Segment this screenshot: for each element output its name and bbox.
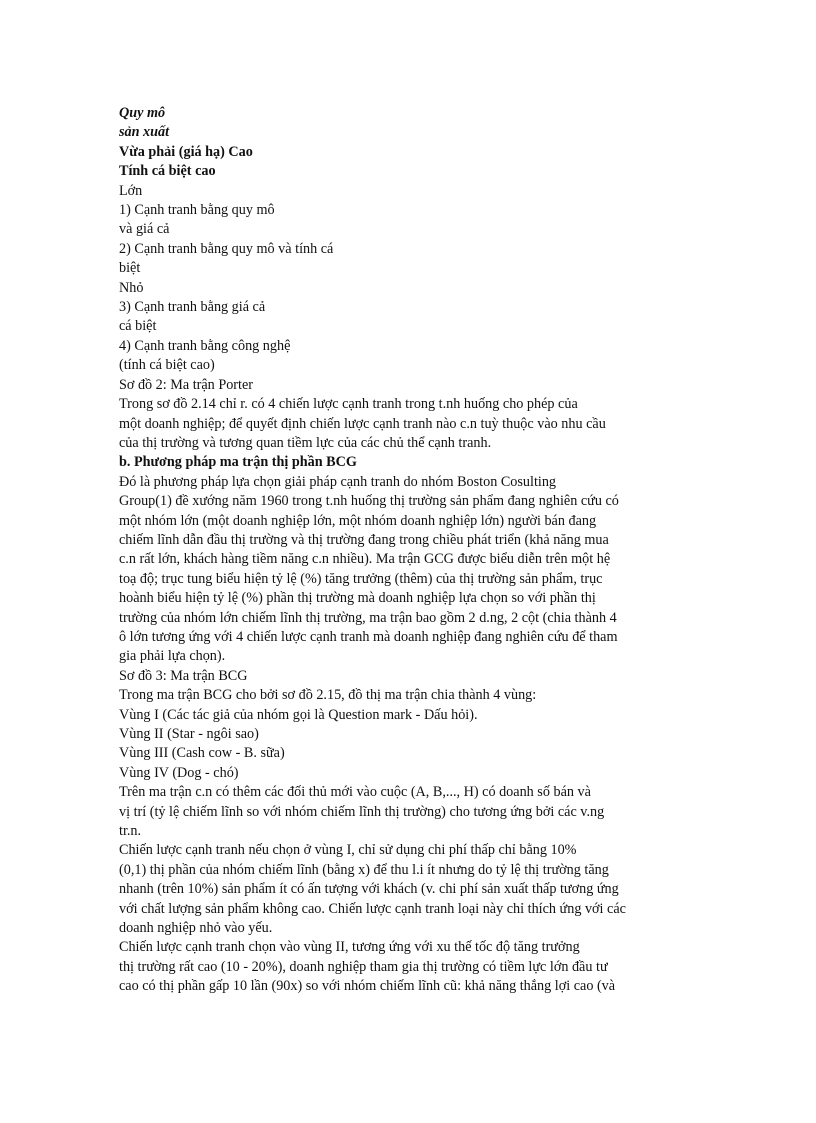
paragraph-line: một doanh nghiệp; để quyết định chiến lược cạnh tranh nào c.n tuỳ thuộc vào nhu cầu — [119, 415, 606, 432]
paragraph-line: trường của nhóm lớn chiếm lĩnh thị trường, ma trận bao gồm 2 d.ng, 2 cột (chia thành 4 — [119, 609, 617, 626]
figure-caption-porter: Sơ đồ 2: Ma trận Porter — [119, 376, 253, 393]
paragraph-line: Đó là phương pháp lựa chọn giải pháp cạnh tranh do nhóm Boston Cosulting — [119, 473, 557, 490]
paragraph-line: tr.n. — [119, 823, 142, 840]
paragraph-line: Trong sơ đồ 2.14 chỉ r. có 4 chiến lược cạnh tranh trong t.nh huống cho phép của — [119, 396, 578, 413]
paragraph-line: Chiến lược cạnh tranh nếu chọn ở vùng I, chỉ sử dụng chi phí thấp chỉ bằng 10% — [119, 842, 577, 859]
heading-scale-line1: Quy mô — [119, 105, 166, 121]
zone-item: Vùng III (Cash cow - B. sữa) — [119, 745, 285, 762]
paragraph-line: cao có thị phần gấp 10 lần (90x) so với nhóm chiếm lĩnh cũ: khả năng thắng lợi cao (và — [119, 978, 616, 995]
paragraph-line: chiếm lĩnh dẫn đầu thị trường và thị trường đang trong chiều phát triển (khả năng mua — [119, 531, 609, 548]
text-line: Nhỏ — [119, 279, 144, 296]
text-line: cá biệt — [119, 318, 157, 335]
paragraph-line: ô lớn tương ứng với 4 chiến lược cạnh tranh mà doanh nghiệp đang nghiên cứu để tham — [119, 628, 618, 645]
paragraph-line: vị trí (tỷ lệ chiếm lĩnh so với nhóm chiếm lĩnh thị trường) cho tương ứng bởi các v.ng — [119, 803, 605, 820]
heading-medium-price: Vừa phải (giá hạ) Cao — [119, 143, 253, 160]
paragraph-line: với chất lượng sản phẩm không cao. Chiến lược cạnh tranh loại này chỉ thích ứng với các — [119, 900, 626, 917]
paragraph-line: gia phải lựa chọn). — [119, 648, 226, 665]
paragraph-line: (0,1) thị phần của nhóm chiếm lĩnh (bằng x) để thu l.i ít nhưng do tỷ lệ thị trường tăng — [119, 861, 609, 878]
figure-caption-bcg: Sơ đồ 3: Ma trận BCG — [119, 667, 248, 684]
text-line: biệt — [119, 260, 141, 277]
paragraph-line: doanh nghiệp nhỏ vào yếu. — [119, 920, 273, 937]
paragraph-line: Trên ma trận c.n có thêm các đối thủ mới vào cuộc (A, B,..., H) có doanh số bán và — [119, 784, 591, 801]
text-line: 2) Cạnh tranh bằng quy mô và tính cá — [119, 240, 334, 257]
zone-item: Vùng IV (Dog - chó) — [119, 764, 239, 781]
text-line: và giá cả — [119, 221, 170, 238]
paragraph-line: hoành biểu hiện tỷ lệ (%) phần thị trường mà doanh nghiệp lựa chọn so với phần thị — [119, 590, 596, 607]
paragraph-line: c.n rất lớn, khách hàng tiềm năng c.n nhiều). Ma trận GCG được biểu diễn trên một hệ — [119, 551, 611, 568]
zone-item: Vùng I (Các tác giả của nhóm gọi là Question mark - Dấu hỏi). — [119, 706, 478, 723]
text-line: 1) Cạnh tranh bằng quy mô — [119, 202, 275, 219]
text-line: 4) Cạnh tranh bằng công nghệ — [119, 337, 291, 354]
paragraph-line: Group(1) đề xướng năm 1960 trong t.nh huống thị trường sản phẩm đang nghiên cứu có — [119, 493, 619, 510]
zone-item: Vùng II (Star - ngôi sao) — [119, 726, 259, 742]
text-line: (tính cá biệt cao) — [119, 357, 215, 374]
paragraph-line: Chiến lược cạnh tranh chọn vào vùng II, tương ứng với xu thế tốc độ tăng trưởng — [119, 939, 580, 956]
section-heading-bcg: b. Phương pháp ma trận thị phần BCG — [119, 454, 357, 471]
text-line: 3) Cạnh tranh bằng giá cả — [119, 299, 266, 316]
heading-distinctiveness: Tính cá biệt cao — [119, 163, 216, 180]
paragraph-line: một nhóm lớn (một doanh nghiệp lớn, một nhóm doanh nghiệp lớn) người bán đang — [119, 512, 597, 529]
paragraph-line: của thị trường và tương quan tiềm lực của các chủ thể cạnh tranh. — [119, 434, 492, 451]
paragraph-line: toạ độ; trục tung biểu hiện tỷ lệ (%) tăng trưởng (thêm) của thị trường sản phẩm, trục — [119, 570, 603, 587]
paragraph-line: nhanh (trên 10%) sản phẩm ít có ấn tượng với khách (v. chi phí sản xuất thấp tương ứng — [119, 881, 619, 898]
paragraph-line: Trong ma trận BCG cho bởi sơ đồ 2.15, đồ thị ma trận chia thành 4 vùng: — [119, 687, 537, 704]
text-line: Lớn — [119, 182, 143, 199]
paragraph-line: thị trường rất cao (10 - 20%), doanh nghiệp tham gia thị trường có tiềm lực lớn đầu tư — [119, 958, 608, 975]
heading-scale-line2: sản xuất — [119, 124, 170, 141]
document-body — [119, 104, 709, 997]
